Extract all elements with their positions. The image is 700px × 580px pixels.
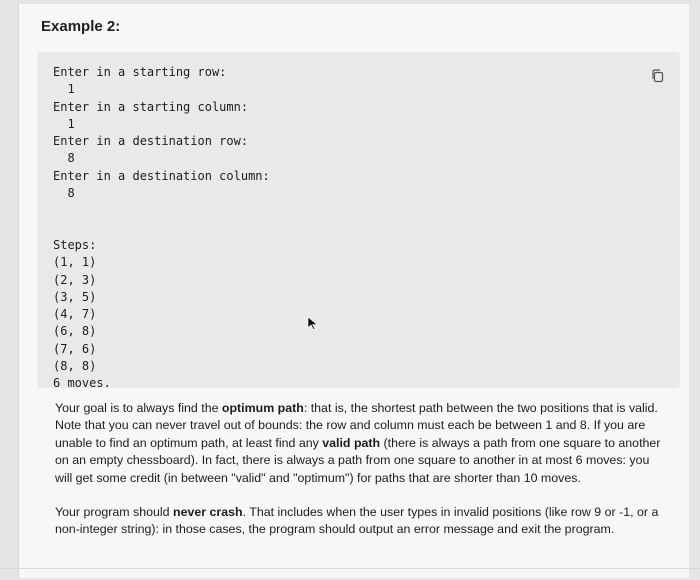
text: . That includes when the user types in invalid positions (like row 9 or -1, or a non-integer string): in those cases, the program should output an error message and exit the program.: [55, 505, 659, 537]
code-line: (8, 8): [53, 359, 97, 374]
code-line: (2, 3): [53, 272, 97, 287]
text: Your goal is to always find the: [55, 401, 222, 415]
code-line: Steps:: [53, 237, 97, 252]
code-line: [53, 202, 270, 219]
copy-icon[interactable]: [650, 68, 666, 84]
code-line: 8: [53, 151, 75, 166]
mouse-cursor-icon: [307, 316, 319, 330]
code-line: 1: [53, 116, 75, 131]
code-line: Enter in a destination column:: [53, 168, 270, 183]
instructions: [55, 400, 661, 556]
code-line: 8: [53, 186, 75, 201]
bold-never-crash: never crash: [173, 505, 243, 520]
text: (there is always a path from one square to another on an empty chessboard). In fact, there is always a path from one square to another in at most 6 moves: you will get some credit (in between "valid" and "optimum") for paths that are shorter than 10 moves.: [55, 435, 661, 485]
code-line: [53, 220, 270, 237]
code-line: (1, 1): [53, 255, 97, 270]
page-title: Example 2:: [41, 18, 121, 35]
code-output: [53, 64, 270, 393]
code-line: (7, 6): [53, 341, 97, 356]
text: : that is, the shortest path between the two positions that is valid. Note that you can never travel out of bounds: the row and column must each be between 1 and 8. If you are unable to find an optimum path, at least find any: [55, 401, 658, 450]
code-block: [37, 52, 680, 391]
bold-optimum-path: optimum path: [221, 401, 304, 415]
code-line: Enter in a starting row:: [53, 65, 227, 79]
text: Your program should: [55, 505, 174, 520]
paragraph-never-crash: [55, 504, 661, 539]
code-line: (6, 8): [53, 324, 97, 339]
divider: [0, 568, 700, 569]
paragraph-optimum-path: [55, 400, 661, 487]
code-line: (4, 7): [53, 307, 97, 322]
page: [18, 4, 689, 578]
code-line: (3, 5): [53, 289, 97, 304]
code-line: 1: [53, 82, 75, 97]
code-line: Enter in a starting column:: [53, 99, 249, 114]
code-line: 6 moves.: [53, 376, 111, 391]
bold-valid-path: valid path: [322, 435, 381, 450]
code-line: Enter in a destination row:: [53, 134, 249, 149]
